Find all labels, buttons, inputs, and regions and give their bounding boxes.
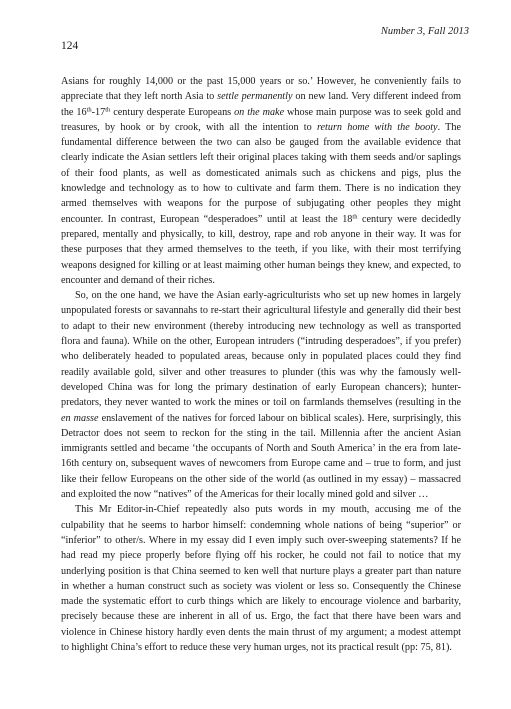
- paragraph-3: [61, 502, 461, 655]
- text-run: century desperate Europeans: [110, 106, 235, 118]
- text-run: This Mr Editor-in-Chief repeatedly also puts words in my mouth, accusing me of the culpability that he seems to harbor himself: condemning whole nations of being “superior” or “inferior” to other/s. Where in my essay did I even imply such over-sweeping statements? If he had read my piece properly before flying off his rocker, he could not fail to notice that my underlying position is that China seemed to ken well that nurture plays a greater part than nature in whether a human construct such as society was violent or less so. Consequently the Chinese made the systematic effort to curb things which are likely to encourage violence and barbarity, precisely because these are inherent in all of us. Ergo, the fact that there have been wars and violence in Chinese history hardly even dents the main thrust of my argument; a modest attempt to highlight China’s effort to reduce these very human urges, not its practical result (pp: 75, 81).: [61, 504, 461, 653]
- text-run: enslavement of the natives for forced labour on biblical scales). Here, surprisingly, this Detractor does not seem to reckon for the sting in the tail. Millennia after the ancient Asian immigrants settled and became ‘the occupants of North and South America’ in the era from late-16th century on, subsequent waves of newcomers from Europe came and – true to form, and just like their fellow Europeans on the other side of the world (as outlined in my essay) – massacred and exploited the now “natives” of the Americas for their locally mined gold and silver …: [61, 412, 461, 501]
- italic-run: en masse: [61, 412, 99, 424]
- text-run: Asians for roughly 14,000 or the past 15,000 years or so.’ However, he conveniently fails to appreciate that they left north Asia to: [61, 76, 461, 103]
- paragraph-1: [61, 74, 461, 288]
- text-run: whose main purpose was to seek gold and treasures, by hook or by crook, with all the intention to: [61, 106, 461, 133]
- page-number: 124: [61, 40, 79, 52]
- italic-run: on the make: [234, 106, 285, 118]
- paragraph-2: [61, 288, 461, 502]
- text-run: . The fundamental difference between the two can also be gauged from the available evidence that clearly indicate the Asian settlers left their original places taking with them seeds and/or saplings of their food plants, as well as domesticated animals such as chickens and pigs, plus the knowledge and technology as to how to cultivate and farm them. There is no indication they armed themselves with weapons for the purpose of subjugating other peoples they might encounter. In contrast, European “desperadoes” until at least the 18: [61, 121, 461, 225]
- text-run: -17: [91, 106, 106, 118]
- italic-run: return home with the booty: [316, 121, 438, 133]
- text-run: century were decidedly prepared, mentally and physically, to kill, destroy, rape and rob anyone in their way. It was for these purposes that they armed themselves to the teeth, if you like, with their most terrifying weapons designed for killing or at least maiming other human beings they knew, and expected, to encounter and demand of their riches.: [61, 213, 462, 286]
- body-text: [61, 74, 461, 655]
- superscript-run: th: [352, 213, 358, 221]
- text-run: on new land. Very different indeed from the 16: [61, 91, 462, 118]
- superscript-run: th: [86, 106, 92, 114]
- text-run: So, on the one hand, we have the Asian early-agriculturists who set up new homes in largely unpopulated forests or savannahs to re-start their agricultural lifestyle and generally did their best to adapt to their new environment (thereby introducing new technology as well as transported flora and fauna). While on the other, European intruders (“intruding desperadoes”, if you prefer) who deliberately headed to populated areas, because only in populated places could they find readily available gold, silver and other treasures to plunder (this was why the famously well-developed China was for long the primary destination of early European chancers); hunter-predators, they never wanted to work the mines or toil on farmlands themselves (resulting in the: [61, 290, 461, 409]
- italic-run: settle permanently: [217, 91, 293, 103]
- superscript-run: th: [105, 106, 111, 114]
- journal-issue-header: Number 3, Fall 2013: [380, 26, 469, 37]
